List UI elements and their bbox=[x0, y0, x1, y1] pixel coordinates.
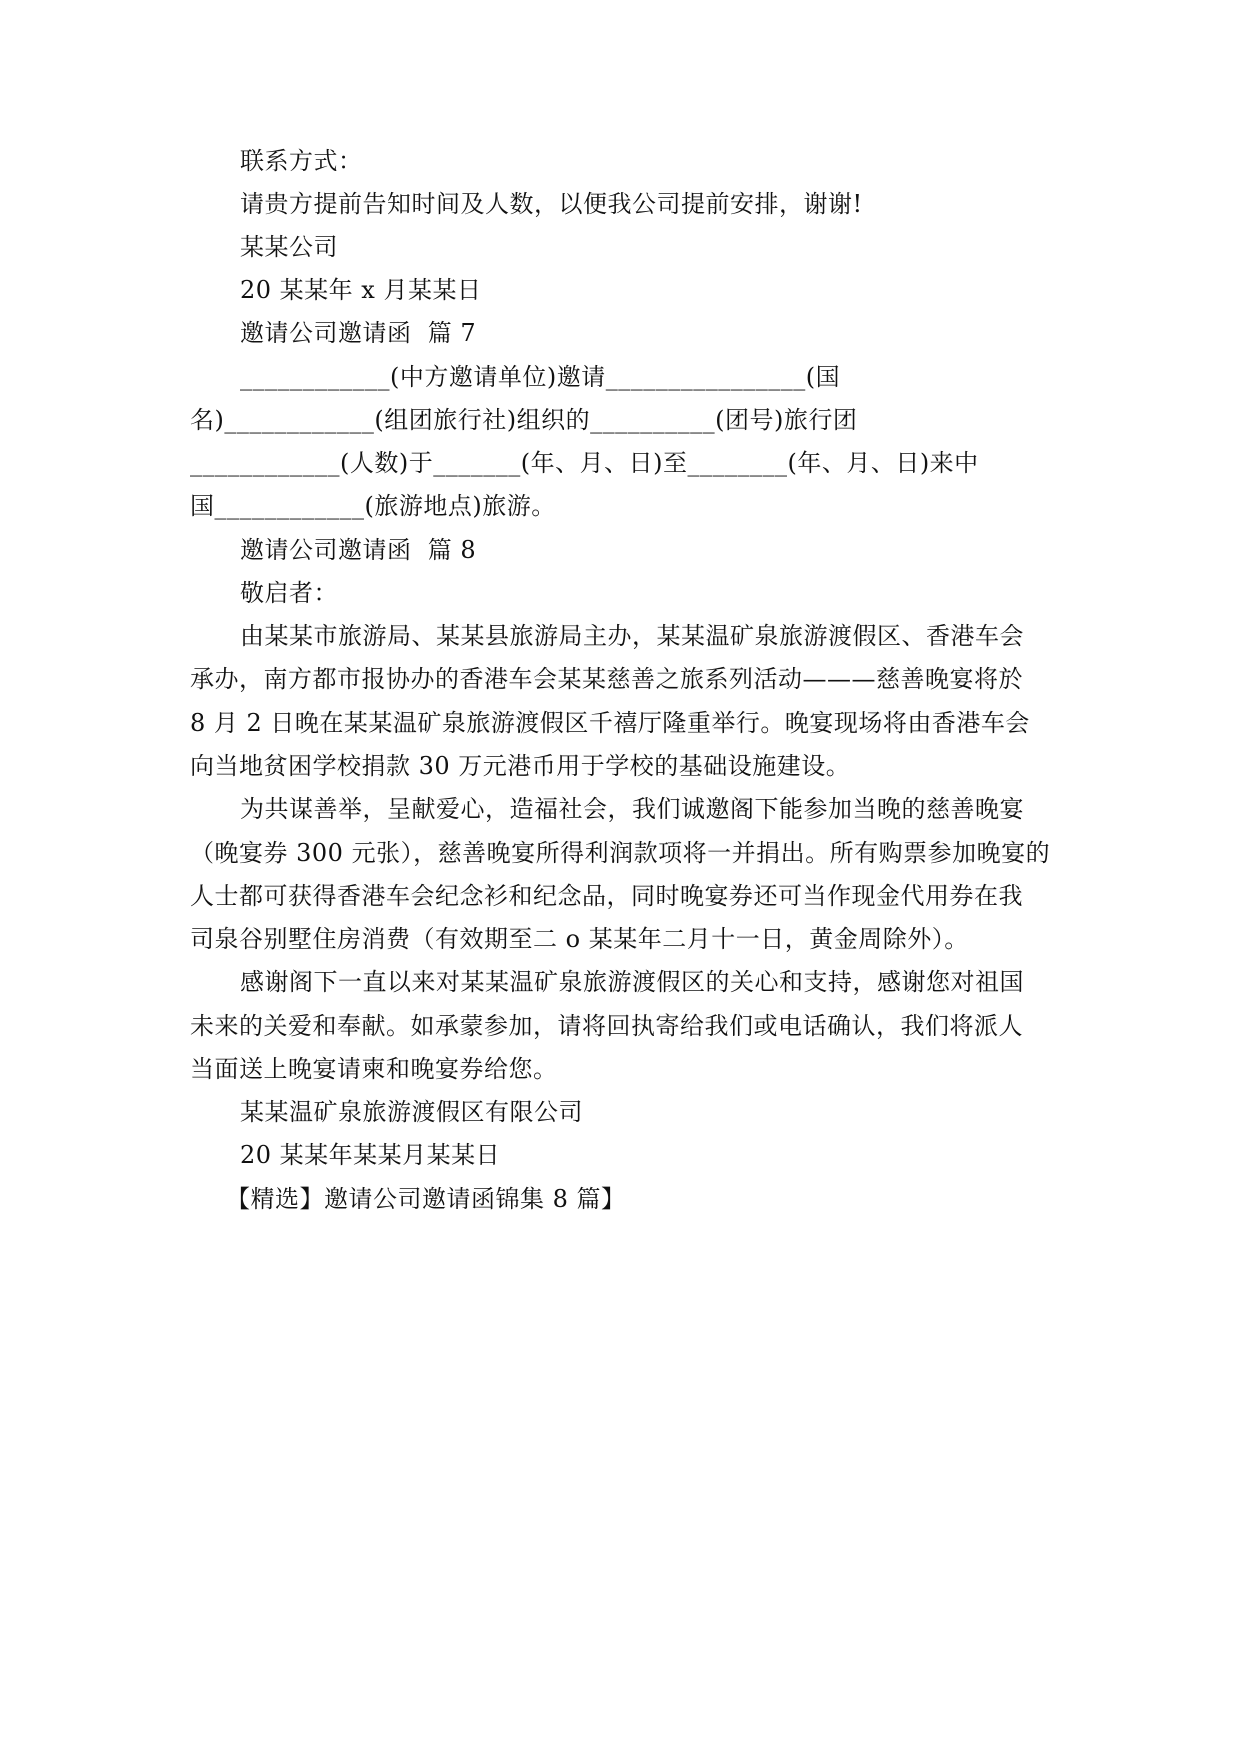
paragraph-2-line-1: 为共谋善举，呈献爱心，造福社会，我们诚邀阁下能参加当晚的慈善晚宴 bbox=[240, 795, 1024, 823]
paragraph-1-line-4: 向当地贫困学校捐款 30 万元港币用于学校的基础设施建设。 bbox=[190, 752, 851, 780]
salutation: 敬启者： bbox=[240, 579, 338, 607]
section-heading-7: 邀请公司邀请函 篇 7 bbox=[240, 319, 477, 347]
signature-date: 20 某某年 x 月某某日 bbox=[240, 276, 482, 304]
form-line-3: ____________(人数)于_______(年、月、日)至________(年、月、日)来中 bbox=[190, 449, 979, 477]
paragraph-1-line-3: 8 月 2 日晚在某某温矿泉旅游渡假区千禧厅隆重举行。晚宴现场将由香港车会 bbox=[190, 709, 1030, 737]
paragraph-1-line-1: 由某某市旅游局、某某县旅游局主办，某某温矿泉旅游渡假区、香港车会 bbox=[240, 622, 1024, 650]
paragraph-2-line-3: 人士都可获得香港车会纪念衫和纪念品，同时晚宴券还可当作现金代用券在我 bbox=[190, 882, 1023, 910]
paragraph-1-line-2: 承办，南方都市报协办的香港车会某某慈善之旅系列活动———慈善晚宴将於 bbox=[190, 665, 1023, 693]
signature-company: 某某公司 bbox=[240, 233, 338, 261]
collection-title: 【精选】邀请公司邀请函锦集 8 篇】 bbox=[226, 1185, 626, 1213]
paragraph-3-line-2: 未来的关爱和奉献。如承蒙参加，请将回执寄给我们或电话确认，我们将派人 bbox=[190, 1012, 1023, 1040]
section-heading-8: 邀请公司邀请函 篇 8 bbox=[240, 536, 477, 564]
paragraph-2-line-2: （晚宴券 300 元张），慈善晚宴所得利润款项将一并捐出。所有购票参加晚宴的 bbox=[190, 839, 1051, 867]
closing-company: 某某温矿泉旅游渡假区有限公司 bbox=[240, 1098, 583, 1126]
paragraph-3-line-1: 感谢阁下一直以来对某某温矿泉旅游渡假区的关心和支持，感谢您对祖国 bbox=[240, 968, 1024, 996]
notice-line: 请贵方提前告知时间及人数，以便我公司提前安排，谢谢! bbox=[240, 190, 863, 218]
closing-date: 20 某某年某某月某某日 bbox=[240, 1141, 501, 1169]
paragraph-2-line-4: 司泉谷别墅住房消费（有效期至二 o 某某年二月十一日，黄金周除外）。 bbox=[190, 925, 969, 953]
paragraph-3-line-3: 当面送上晚宴请柬和晚宴券给您。 bbox=[190, 1055, 558, 1083]
contact-label: 联系方式： bbox=[240, 147, 363, 175]
form-line-2: 名)____________(组团旅行社)组织的__________(团号)旅行团 bbox=[190, 406, 858, 434]
form-line-1: ____________(中方邀请单位)邀请________________(国 bbox=[240, 363, 841, 391]
form-line-4: 国____________(旅游地点)旅游。 bbox=[190, 492, 556, 520]
